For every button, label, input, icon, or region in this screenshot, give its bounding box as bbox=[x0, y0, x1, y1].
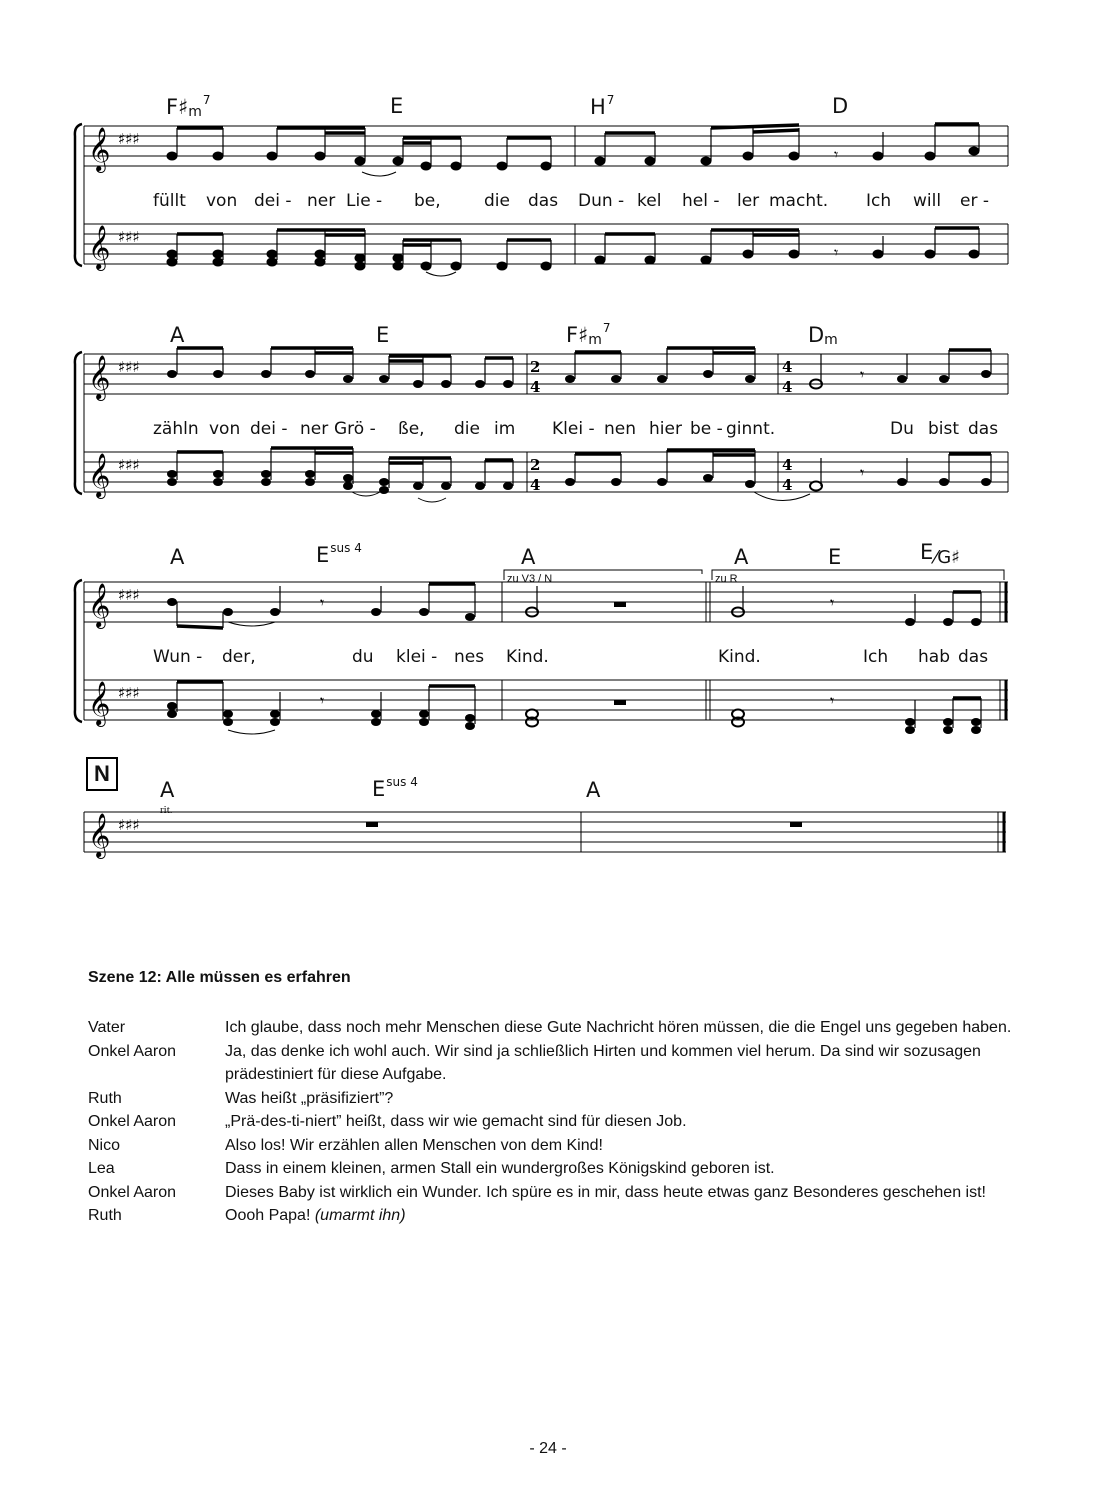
speaker-name: Onkel Aaron bbox=[88, 1042, 177, 1060]
chord-fsharp-m7: $F♯_m^7$ bbox=[166, 93, 211, 120]
chord-e: E bbox=[828, 545, 842, 569]
dialogue bbox=[88, 1016, 1018, 1228]
lyric: nes bbox=[454, 647, 485, 667]
volta-label: zu R bbox=[715, 573, 738, 585]
svg-text:𝄾: 𝄾 bbox=[834, 243, 839, 262]
chord-a: A bbox=[170, 545, 185, 569]
lyric: ner bbox=[307, 191, 336, 211]
lyric: das bbox=[528, 191, 559, 211]
lyric: Dun - bbox=[578, 191, 625, 211]
svg-text:♯♯♯: ♯♯♯ bbox=[118, 586, 140, 604]
dialogue-line bbox=[88, 1016, 1018, 1040]
svg-text:♯♯♯: ♯♯♯ bbox=[118, 684, 140, 702]
chord-a: A bbox=[170, 323, 185, 347]
chord-d: D bbox=[832, 94, 849, 118]
speaker-name: Ruth bbox=[88, 1207, 122, 1224]
speaker-name: Nico bbox=[88, 1136, 121, 1154]
dialogue-line bbox=[88, 1204, 1018, 1228]
lyric: du bbox=[352, 647, 374, 667]
dialogue-text bbox=[225, 1204, 1018, 1228]
staff-graphics-2 bbox=[70, 308, 1020, 518]
svg-text:𝄾: 𝄾 bbox=[860, 463, 865, 482]
lyric: hel - bbox=[682, 191, 720, 211]
svg-text:𝄞: 𝄞 bbox=[88, 583, 111, 627]
lyric: Kind. bbox=[506, 647, 549, 667]
lyric: ler bbox=[737, 191, 760, 211]
lyric: das bbox=[968, 419, 999, 439]
dialogue-text: Ich glaube, dass noch mehr Menschen diese Gute Nachricht hören müssen, die die Engel uns gegeben haben. bbox=[225, 1019, 1012, 1036]
svg-text:𝄾: 𝄾 bbox=[834, 145, 839, 164]
svg-text:4: 4 bbox=[530, 378, 541, 396]
dialogue-line bbox=[88, 1134, 1018, 1158]
lyric: Grö - bbox=[334, 419, 376, 439]
volta-label: zu V3 / N bbox=[507, 573, 553, 585]
lyric: nen bbox=[604, 419, 637, 439]
lyric: von bbox=[209, 419, 241, 439]
dialogue-line bbox=[88, 1087, 1018, 1111]
svg-text:𝄾: 𝄾 bbox=[860, 365, 865, 384]
svg-text:4: 4 bbox=[782, 358, 793, 376]
svg-text:2: 2 bbox=[530, 358, 541, 376]
dialogue-text: Dieses Baby ist wirklich ein Wunder. Ich spüre es in mir, dass heute etwas ganz Besonderes geschehen ist! bbox=[225, 1183, 986, 1201]
svg-text:𝄞: 𝄞 bbox=[88, 813, 111, 857]
lyric: ner bbox=[300, 419, 329, 439]
lyric: Ich bbox=[863, 647, 889, 667]
lyric: dei - bbox=[250, 419, 288, 439]
lyric: füllt bbox=[153, 191, 186, 211]
scene-title: Szene 12: Alle müssen es erfahren bbox=[88, 969, 351, 986]
chord-a: A bbox=[521, 545, 536, 569]
dialogue-line bbox=[88, 1157, 1018, 1181]
lyric: Kind. bbox=[718, 647, 761, 667]
lyric: Ich bbox=[866, 191, 892, 211]
lyric: von bbox=[206, 191, 238, 211]
lyric: hier bbox=[649, 419, 682, 439]
speaker-name: Lea bbox=[88, 1160, 115, 1177]
music-system-1 bbox=[70, 80, 1020, 290]
lyric: der, bbox=[222, 647, 256, 667]
dialogue-text: Also los! Wir erzählen allen Menschen von dem Kind! bbox=[225, 1136, 603, 1154]
lyric: dei - bbox=[254, 191, 292, 211]
lyric: Klei - bbox=[552, 419, 595, 439]
dialogue-text: „Prä-des-ti-niert” heißt, dass wir wie gemacht sind für diesen Job. bbox=[225, 1113, 687, 1130]
lyric: zähln bbox=[153, 419, 199, 439]
lyric: will bbox=[913, 191, 942, 211]
lyric: ße, bbox=[398, 419, 425, 439]
music-system-3 bbox=[70, 536, 1020, 746]
chord-dm: $D_m$ bbox=[808, 323, 838, 348]
speaker-name: Onkel Aaron bbox=[88, 1183, 177, 1201]
music-system-4 bbox=[70, 766, 1020, 876]
svg-text:4: 4 bbox=[782, 456, 793, 474]
chord-a: A bbox=[734, 545, 749, 569]
lyric: die bbox=[484, 191, 510, 211]
dialogue-line bbox=[88, 1181, 1018, 1205]
lyric: Wun - bbox=[153, 647, 203, 667]
svg-text:♯♯♯: ♯♯♯ bbox=[118, 130, 140, 148]
lyric: klei - bbox=[396, 647, 438, 667]
chord-esus4: $E^{sus 4}$ bbox=[372, 775, 418, 801]
chord-e: E bbox=[390, 94, 404, 118]
chord-esus4: $E^{sus 4}$ bbox=[316, 541, 362, 567]
svg-text:♯♯♯: ♯♯♯ bbox=[118, 228, 140, 246]
svg-text:♯♯♯: ♯♯♯ bbox=[118, 816, 140, 834]
svg-text:2: 2 bbox=[530, 456, 541, 474]
staff-graphics-3 bbox=[70, 536, 1020, 746]
lyric: hab bbox=[918, 647, 950, 667]
lyric: im bbox=[494, 419, 516, 439]
lyric: Du bbox=[890, 419, 914, 439]
lyric: das bbox=[958, 647, 989, 667]
dialogue-text: Ja, das denke ich wohl auch. Wir sind ja schließlich Hirten und kommen viel herum. Da sind wir sozusagen prädestiniert für diese Aufgabe. bbox=[225, 1042, 981, 1083]
rehearsal-mark: N bbox=[86, 757, 118, 791]
svg-text:𝄾: 𝄾 bbox=[320, 593, 325, 612]
dialogue-spoken: Oooh Papa! bbox=[225, 1207, 315, 1224]
lyric: Lie - bbox=[346, 191, 383, 211]
dialogue-text: Dass in einem kleinen, armen Stall ein wundergroßes Königskind geboren ist. bbox=[225, 1160, 775, 1177]
svg-text:𝄞: 𝄞 bbox=[88, 355, 111, 399]
dialogue-line bbox=[88, 1040, 1018, 1087]
lyric: er - bbox=[960, 191, 989, 211]
chord-e-over-gsharp: $E^{⁄G♯}$ bbox=[920, 540, 960, 568]
music-system-2 bbox=[70, 308, 1020, 518]
svg-text:𝄞: 𝄞 bbox=[88, 225, 111, 269]
chord-fsharp-m7: $F♯_m^7$ bbox=[566, 321, 611, 348]
lyric: macht. bbox=[769, 191, 829, 211]
lyric: be - bbox=[690, 419, 723, 439]
tempo-marking: rit. bbox=[160, 804, 173, 816]
svg-text:𝄞: 𝄞 bbox=[88, 127, 111, 171]
staff-graphics-1 bbox=[70, 80, 1020, 290]
dialogue-line bbox=[88, 1110, 1018, 1134]
chord-a: A bbox=[586, 778, 601, 802]
svg-text:♯♯♯: ♯♯♯ bbox=[118, 456, 140, 474]
svg-text:4: 4 bbox=[782, 378, 793, 396]
dialogue-text: Was heißt „präsifiziert”? bbox=[225, 1089, 394, 1107]
lyric: die bbox=[454, 419, 480, 439]
chord-e: E bbox=[376, 323, 390, 347]
svg-text:4: 4 bbox=[782, 476, 793, 494]
svg-text:𝄞: 𝄞 bbox=[88, 453, 111, 497]
page-number: - 24 - bbox=[529, 1440, 567, 1457]
svg-text:𝄾: 𝄾 bbox=[830, 691, 835, 710]
svg-text:𝄾: 𝄾 bbox=[830, 593, 835, 612]
staff-graphics-4 bbox=[70, 766, 1020, 876]
lyric: kel bbox=[637, 191, 662, 211]
speaker-name: Vater bbox=[88, 1019, 126, 1036]
speaker-name: Ruth bbox=[88, 1089, 122, 1107]
chord-h7: $H^7$ bbox=[590, 93, 615, 119]
lyric: bist bbox=[928, 419, 960, 439]
svg-text:4: 4 bbox=[530, 476, 541, 494]
chord-a: A bbox=[160, 778, 175, 802]
svg-text:𝄾: 𝄾 bbox=[320, 691, 325, 710]
stage-direction: (umarmt ihn) bbox=[314, 1207, 406, 1224]
lyric: ginnt. bbox=[726, 419, 776, 439]
svg-text:♯♯♯: ♯♯♯ bbox=[118, 358, 140, 376]
speaker-name: Onkel Aaron bbox=[88, 1113, 177, 1130]
svg-text:𝄞: 𝄞 bbox=[88, 681, 111, 725]
lyric: be, bbox=[414, 191, 441, 211]
